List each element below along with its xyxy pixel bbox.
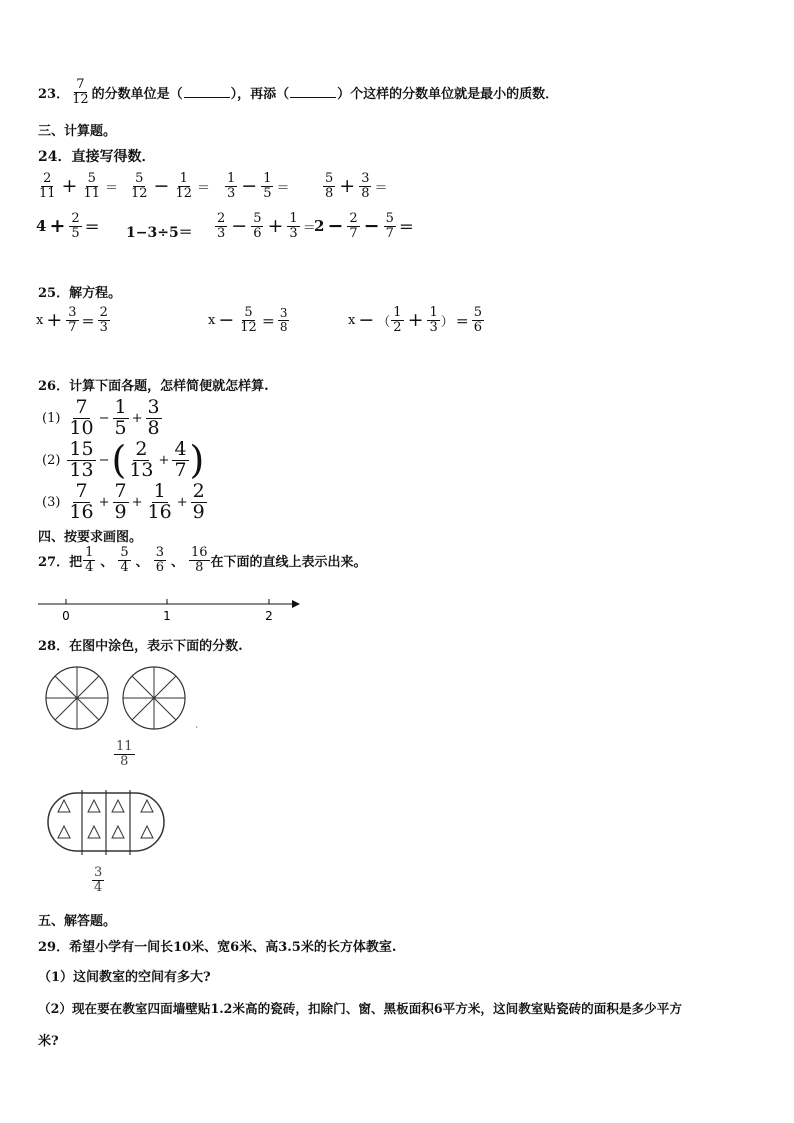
q26-title: 26．计算下面各题，怎样简便就怎样算. (38, 379, 269, 394)
circles-figure[interactable] (40, 660, 210, 740)
triangle-7 (141, 800, 153, 812)
q28-fraction-1: $\frac{11}{8}$ (116, 739, 133, 769)
q25-equation-3: x − （ $\frac{1}{2}$ + $\frac{1}{3}$ ） ＝ $\frac{5}{6}$ (348, 305, 483, 335)
number-line-arrow (292, 600, 300, 608)
q24-row-1 (36, 172, 556, 210)
section-4-heading: 四、按要求画图。 (38, 530, 143, 545)
section-5-heading: 五、解答题。 (38, 914, 117, 929)
triangle-4 (88, 826, 100, 838)
q26-problem-3: (3) $\frac{7}{16}$ + $\frac{7}{9}$ + $\frac{1}{16}$ + $\frac{2}{9}$ (42, 480, 205, 523)
q23-text-c: ）个这样的分数单位就是最小的质数． (337, 86, 559, 102)
triangle-8 (141, 826, 153, 838)
q23-number: 23． (38, 86, 70, 102)
q24-row-2 (36, 212, 556, 250)
circle-2 (123, 667, 185, 729)
section-3-heading: 三、计算题。 (38, 124, 117, 139)
q29-sub-1: （1）这间教室的空间有多大? (38, 970, 211, 985)
q24-expr-2: $\frac{5}{12}$ − $\frac{1}{12}$ ＝ (131, 171, 211, 201)
q26-problem-1: (1) $\frac{7}{10}$ − $\frac{1}{5}$ + $\frac{3}{8}$ (42, 396, 160, 439)
circle-1 (46, 667, 108, 729)
q24-expr-8: 2 − $\frac{2}{7}$ − $\frac{5}{7}$ ＝ (314, 211, 414, 241)
q24-expr-7: $\frac{2}{3}$ − $\frac{5}{6}$ + $\frac{1}{3}$ ＝ (217, 211, 316, 241)
question-23 (38, 78, 558, 106)
triangle-6 (112, 826, 124, 838)
q26-problem-2: (2) $\frac{15}{13}$ − ( $\frac{2}{13}$ + $\frac{4}{7}$ ) (42, 438, 205, 483)
q28-fraction-2: $\frac{3}{4}$ (94, 865, 103, 895)
q23-blank-1[interactable] (184, 87, 230, 98)
q23-fraction: $\frac{7}{12}$ (72, 77, 89, 107)
question-27: 27．把 $\frac{1}{4}$ 、 $\frac{5}{4}$ 、 $\frac{3}{6}$ 、 $\frac{16}{8}$ 在下面的直线上表示出来。 (38, 545, 367, 575)
q23-text-a: 的分数单位是（ (91, 86, 183, 102)
q25-equation-2: x − $\frac{5}{12}$ ＝ $\frac{3}{8}$ (208, 305, 288, 335)
number-line[interactable] (38, 596, 300, 630)
triangles-figure[interactable] (44, 788, 170, 858)
q29-sub-2-line-1: （2）现在要在教室四面墙壁贴1.2米高的瓷砖，扣除门、窗、黑板面积6平方米，这间教室贴瓷砖的面积是多少平方 (38, 1001, 682, 1016)
q24-title: 24．直接写得数． (38, 149, 156, 165)
q24-expr-4: $\frac{5}{8}$ + $\frac{3}{8}$ ＝ (325, 171, 388, 201)
q28-title: 28．在图中涂色，表示下面的分数. (38, 639, 243, 654)
q29-sub-2-line-2: 米? (38, 1034, 59, 1049)
q24-expr-1: $\frac{2}{11}$ + $\frac{5}{11}$ ＝ (39, 171, 119, 201)
triangle-1 (58, 800, 70, 812)
q24-expr-5: 4 + $\frac{2}{5}$ ＝ (36, 211, 100, 241)
q29-title: 29．希望小学有一间长10米、宽6米、高3.5米的长方体教室. (38, 940, 397, 955)
q23-blank-2[interactable] (290, 87, 336, 98)
triangle-3 (88, 800, 100, 812)
q23-text-b: ），再添（ (230, 86, 290, 102)
tick-label-2: 2 (265, 609, 273, 623)
q25-title: 25．解方程。 (38, 286, 122, 301)
q24-expr-6: 1−3÷5＝ (126, 225, 193, 241)
q25-equation-1: x + $\frac{3}{7}$ ＝ $\frac{2}{3}$ (36, 305, 108, 335)
triangle-5 (112, 800, 124, 812)
tick-label-0: 0 (62, 609, 70, 623)
q24-expr-3: $\frac{1}{3}$ − $\frac{1}{5}$ ＝ (227, 171, 290, 201)
tick-label-1: 1 (163, 609, 171, 623)
triangle-2 (58, 826, 70, 838)
